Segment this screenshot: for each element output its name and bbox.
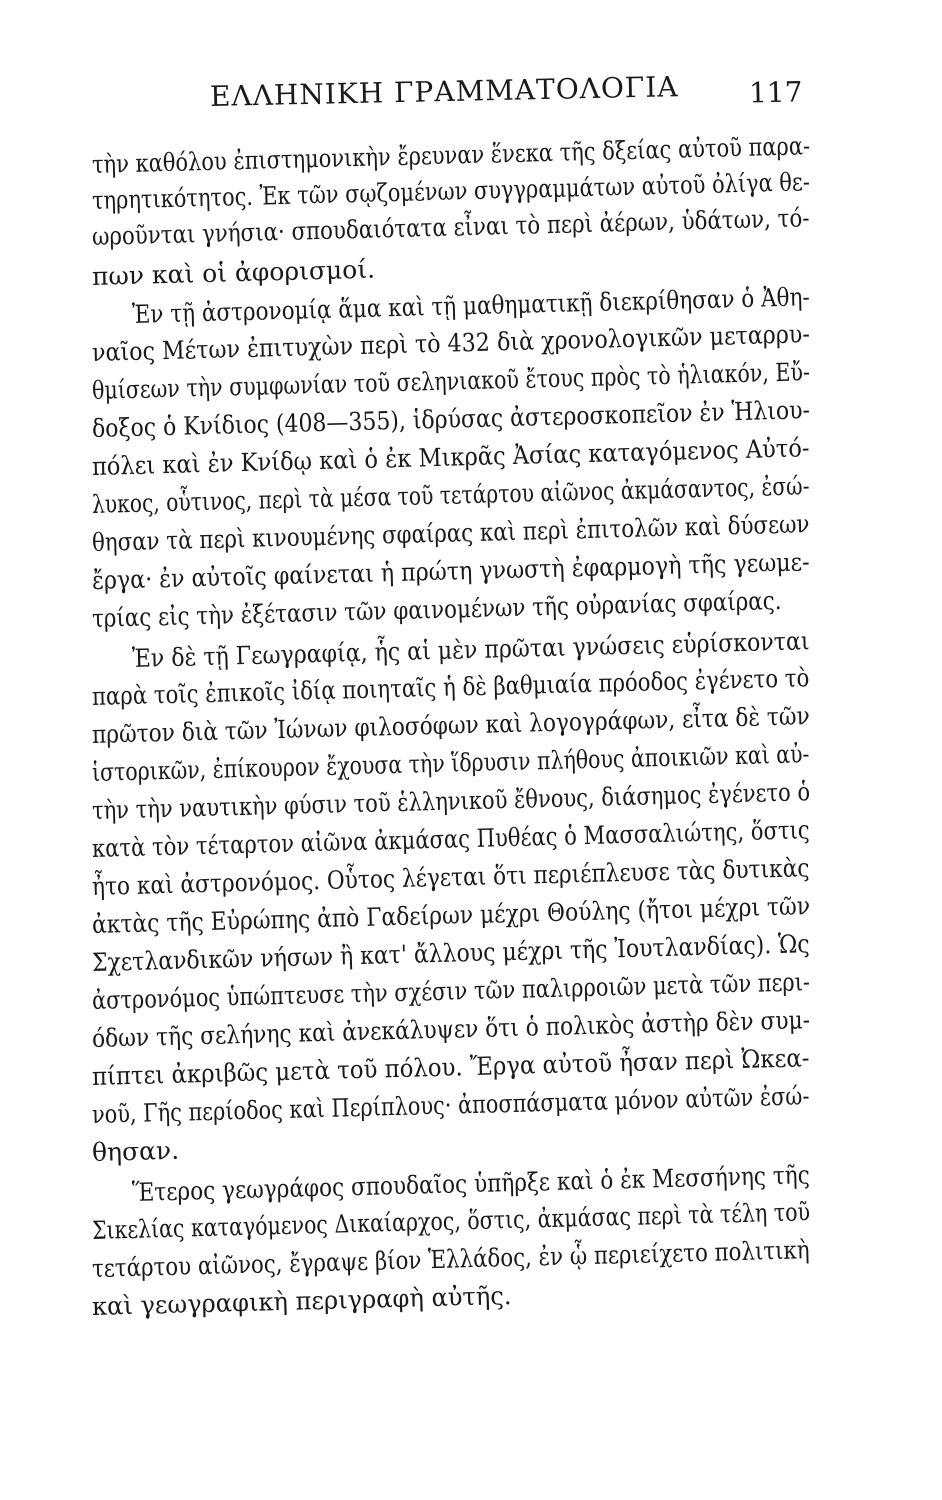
text-line: ναῖος Μέτων ἐπιτυχὼν περὶ τὸ 432 διὰ χρονολογικῶν μεταρρυ-: [91, 319, 811, 367]
text-line: δοξος ὁ Κνίδιος (408—355), ἱδρύσας ἀστεροσκοπεῖον ἐν Ἡλιου-: [91, 395, 811, 443]
text-line: Ἐν τῇ ἀστρονομίᾳ ἅμα καὶ τῇ μαθηματικῇ διεκρίθησαν ὁ Ἀθη-: [131, 282, 811, 329]
running-title: ΕΛΛΗΝΙΚΗ ΓΡΑΜΜΑΤΟΛΟΓΙΑ: [209, 70, 679, 113]
page-number: 117: [748, 75, 803, 110]
text-line: τετάρτου αἰῶνος, ἔγραψε βίον Ἑλλάδος, ἐν ᾧ περιείχετο πολιτικὴ: [91, 1235, 810, 1283]
text-line: πίπτει ἀκριβῶς μετὰ τοῦ πόλου. Ἔργα αὐτοῦ ἦσαν περὶ Ὠκεα-: [91, 1043, 810, 1091]
text-line: ἱστορικῶν, ἐπίκουρον ἔχουσα τὴν ἵδρυσιν πλήθους ἀποικιῶν καὶ αὐ-: [91, 739, 810, 787]
text-line: παρὰ τοῖς ἐπικοῖς ἰδίᾳ ποιηταῖς ἡ δὲ βαθμιαία πρόοδος ἐγένετο τὸ: [91, 663, 810, 711]
text-line: Ἕτερος γεωγράφος σπουδαῖος ὑπῆρξε καὶ ὁ ἐκ Μεσσήνης τῆς: [131, 1160, 811, 1207]
text-line: νοῦ, Γῆς περίοδος καὶ Περίπλους· ἀποσπάσματα μόνον αὐτῶν ἐσώ-: [91, 1081, 810, 1129]
text-line: πόλει καὶ ἐν Κνίδῳ καὶ ὁ ἐκ Μικρᾶς Ἀσίας καταγόμενος Αὐτό-: [91, 433, 810, 481]
text-line: τὴν τὴν ναυτικὴν φύσιν τοῦ ἑλληνικοῦ ἔθνους, διάσημος ἐγένετο ὁ: [91, 777, 811, 825]
text-line: λυκος, οὗτινος, περὶ τὰ μέσα τοῦ τετάρτου αἰῶνος ἀκμάσαντος, ἐσώ-: [91, 471, 810, 519]
text-line: Σχετλανδικῶν νήσων ἢ κατ' ἄλλους μέχρι τῆς Ἰουτλανδίας). Ὡς: [91, 929, 811, 977]
text-line: ἀστρονόμος ὑπώπτευσε τὴν σχέσιν τῶν παλιρροιῶν μετὰ τῶν περι-: [91, 967, 811, 1015]
text-line: ἔργα· ἐν αὐτοῖς φαίνεται ἡ πρώτη γνωστὴ ἐφαρμογὴ τῆς γεωμε-: [91, 547, 810, 595]
text-line: ἀκτὰς τῆς Εὐρώπης ἀπὸ Γαδείρων μέχρι Θούλης (ἤτοι μέχρι τῶν: [91, 891, 811, 939]
text-line: Ἐν δὲ τῇ Γεωγραφίᾳ, ἧς αἱ μὲν πρῶται γνώσεις εὑρίσκονται: [131, 626, 810, 673]
text-line: τὴν καθόλου ἐπιστημονικὴν ἔρευναν ἕνεκα τῆς δξείας αὐτοῦ παρα-: [91, 131, 811, 179]
text-line: θησαν τὰ περὶ κινουμένης σφαίρας καὶ περὶ ἐπιτολῶν καὶ δύσεων: [91, 509, 810, 557]
text-line: τηρητικότητος. Ἐκ τῶν σῳζομένων συγγραμμάτων αὐτοῦ ὀλίγα θε-: [91, 167, 811, 215]
text-line: καὶ γεωγραφικὴ περιγραφὴ αὐτῆς.: [91, 1281, 512, 1321]
text-line: Σικελίας καταγόμενος Δικαίαρχος, ὅστις, ἀκμάσας περὶ τὰ τέλη τοῦ: [91, 1197, 811, 1245]
text-line: κατὰ τὸν τέταρτον αἰῶνα ἀκμάσας Πυθέας ὁ Μασσαλιώτης, ὅστις: [91, 815, 810, 863]
text-line: πων καὶ οἱ ἀφορισμοί.: [91, 254, 376, 291]
text-line: ἦτο καὶ ἀστρονόμος. Οὗτος λέγεται ὅτι περιέπλευσε τὰς δυτικὰς: [91, 853, 810, 901]
text-line: τρίας εἰς τὴν ἐξέτασιν τῶν φαινομένων τῆς οὐρανίας σφαίρας.: [91, 585, 782, 633]
text-line: όδων τῆς σελήνης καὶ ἀνεκάλυψεν ὅτι ὁ πολικὸς ἀστὴρ δὲν συμ-: [91, 1005, 811, 1053]
text-line: ωροῦνται γνήσια· σπουδαιότατα εἶναι τὸ περὶ ἀέρων, ὑδάτων, τό-: [91, 203, 810, 251]
text-line: πρῶτον διὰ τῶν Ἰώνων φιλοσόφων καὶ λογογράφων, εἶτα δὲ τῶν: [91, 701, 811, 749]
text-line: θησαν.: [91, 1135, 180, 1167]
text-line: θμίσεων τὴν συμφωνίαν τοῦ σεληνιακοῦ ἔτους πρὸς τὸ ἡλιακόν, Εὔ-: [91, 357, 811, 405]
